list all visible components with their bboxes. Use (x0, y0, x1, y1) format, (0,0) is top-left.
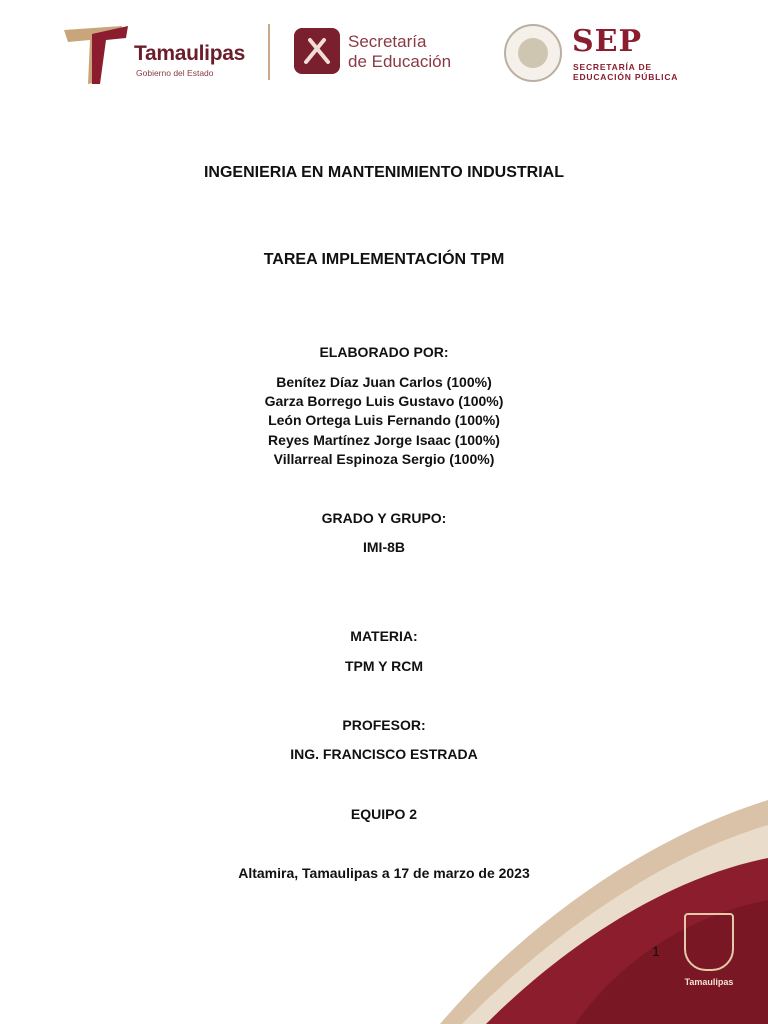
secretaria-line1: Secretaría (348, 32, 427, 51)
career-title: INGENIERIA EN MANTENIMIENTO INDUSTRIAL (203, 164, 564, 181)
group-value: IMI-8B (363, 539, 405, 555)
sep-acronym: SEP (572, 24, 643, 59)
author-item: Garza Borrego Luis Gustavo (100%) (264, 393, 504, 409)
professor-label: PROFESOR: (342, 717, 426, 733)
sep-line2: EDUCACIÓN PÚBLICA (573, 72, 679, 82)
page-number: 1 (652, 943, 660, 959)
author-item: Reyes Martínez Jorge Isaac (100%) (268, 432, 500, 448)
author-item: Villarreal Espinoza Sergio (100%) (273, 451, 495, 467)
tamaulipas-crest (678, 913, 740, 995)
tamaulipas-subtitle: Gobierno del Estado (136, 68, 214, 78)
professor-value: ING. FRANCISCO ESTRADA (290, 746, 478, 762)
assignment-title: TAREA IMPLEMENTACIÓN TPM (263, 251, 505, 268)
crest-shield-icon (684, 913, 734, 971)
subject-value: TPM Y RCM (344, 658, 424, 674)
crest-label: Tamaulipas (684, 977, 734, 987)
group-label: GRADO Y GRUPO: (321, 510, 447, 526)
subject-label: MATERIA: (350, 628, 418, 644)
tamaulipas-name: Tamaulipas (134, 42, 245, 65)
sep-line1: SECRETARÍA DE (573, 62, 652, 72)
authors-label: ELABORADO POR: (319, 344, 449, 360)
author-item: Benítez Díaz Juan Carlos (100%) (276, 374, 492, 390)
secretaria-line2: de Educación (348, 52, 452, 71)
author-item: León Ortega Luis Fernando (100%) (268, 412, 500, 428)
team-label: EQUIPO 2 (350, 806, 418, 822)
place-date: Altamira, Tamaulipas a 17 de marzo de 2023 (238, 865, 530, 881)
